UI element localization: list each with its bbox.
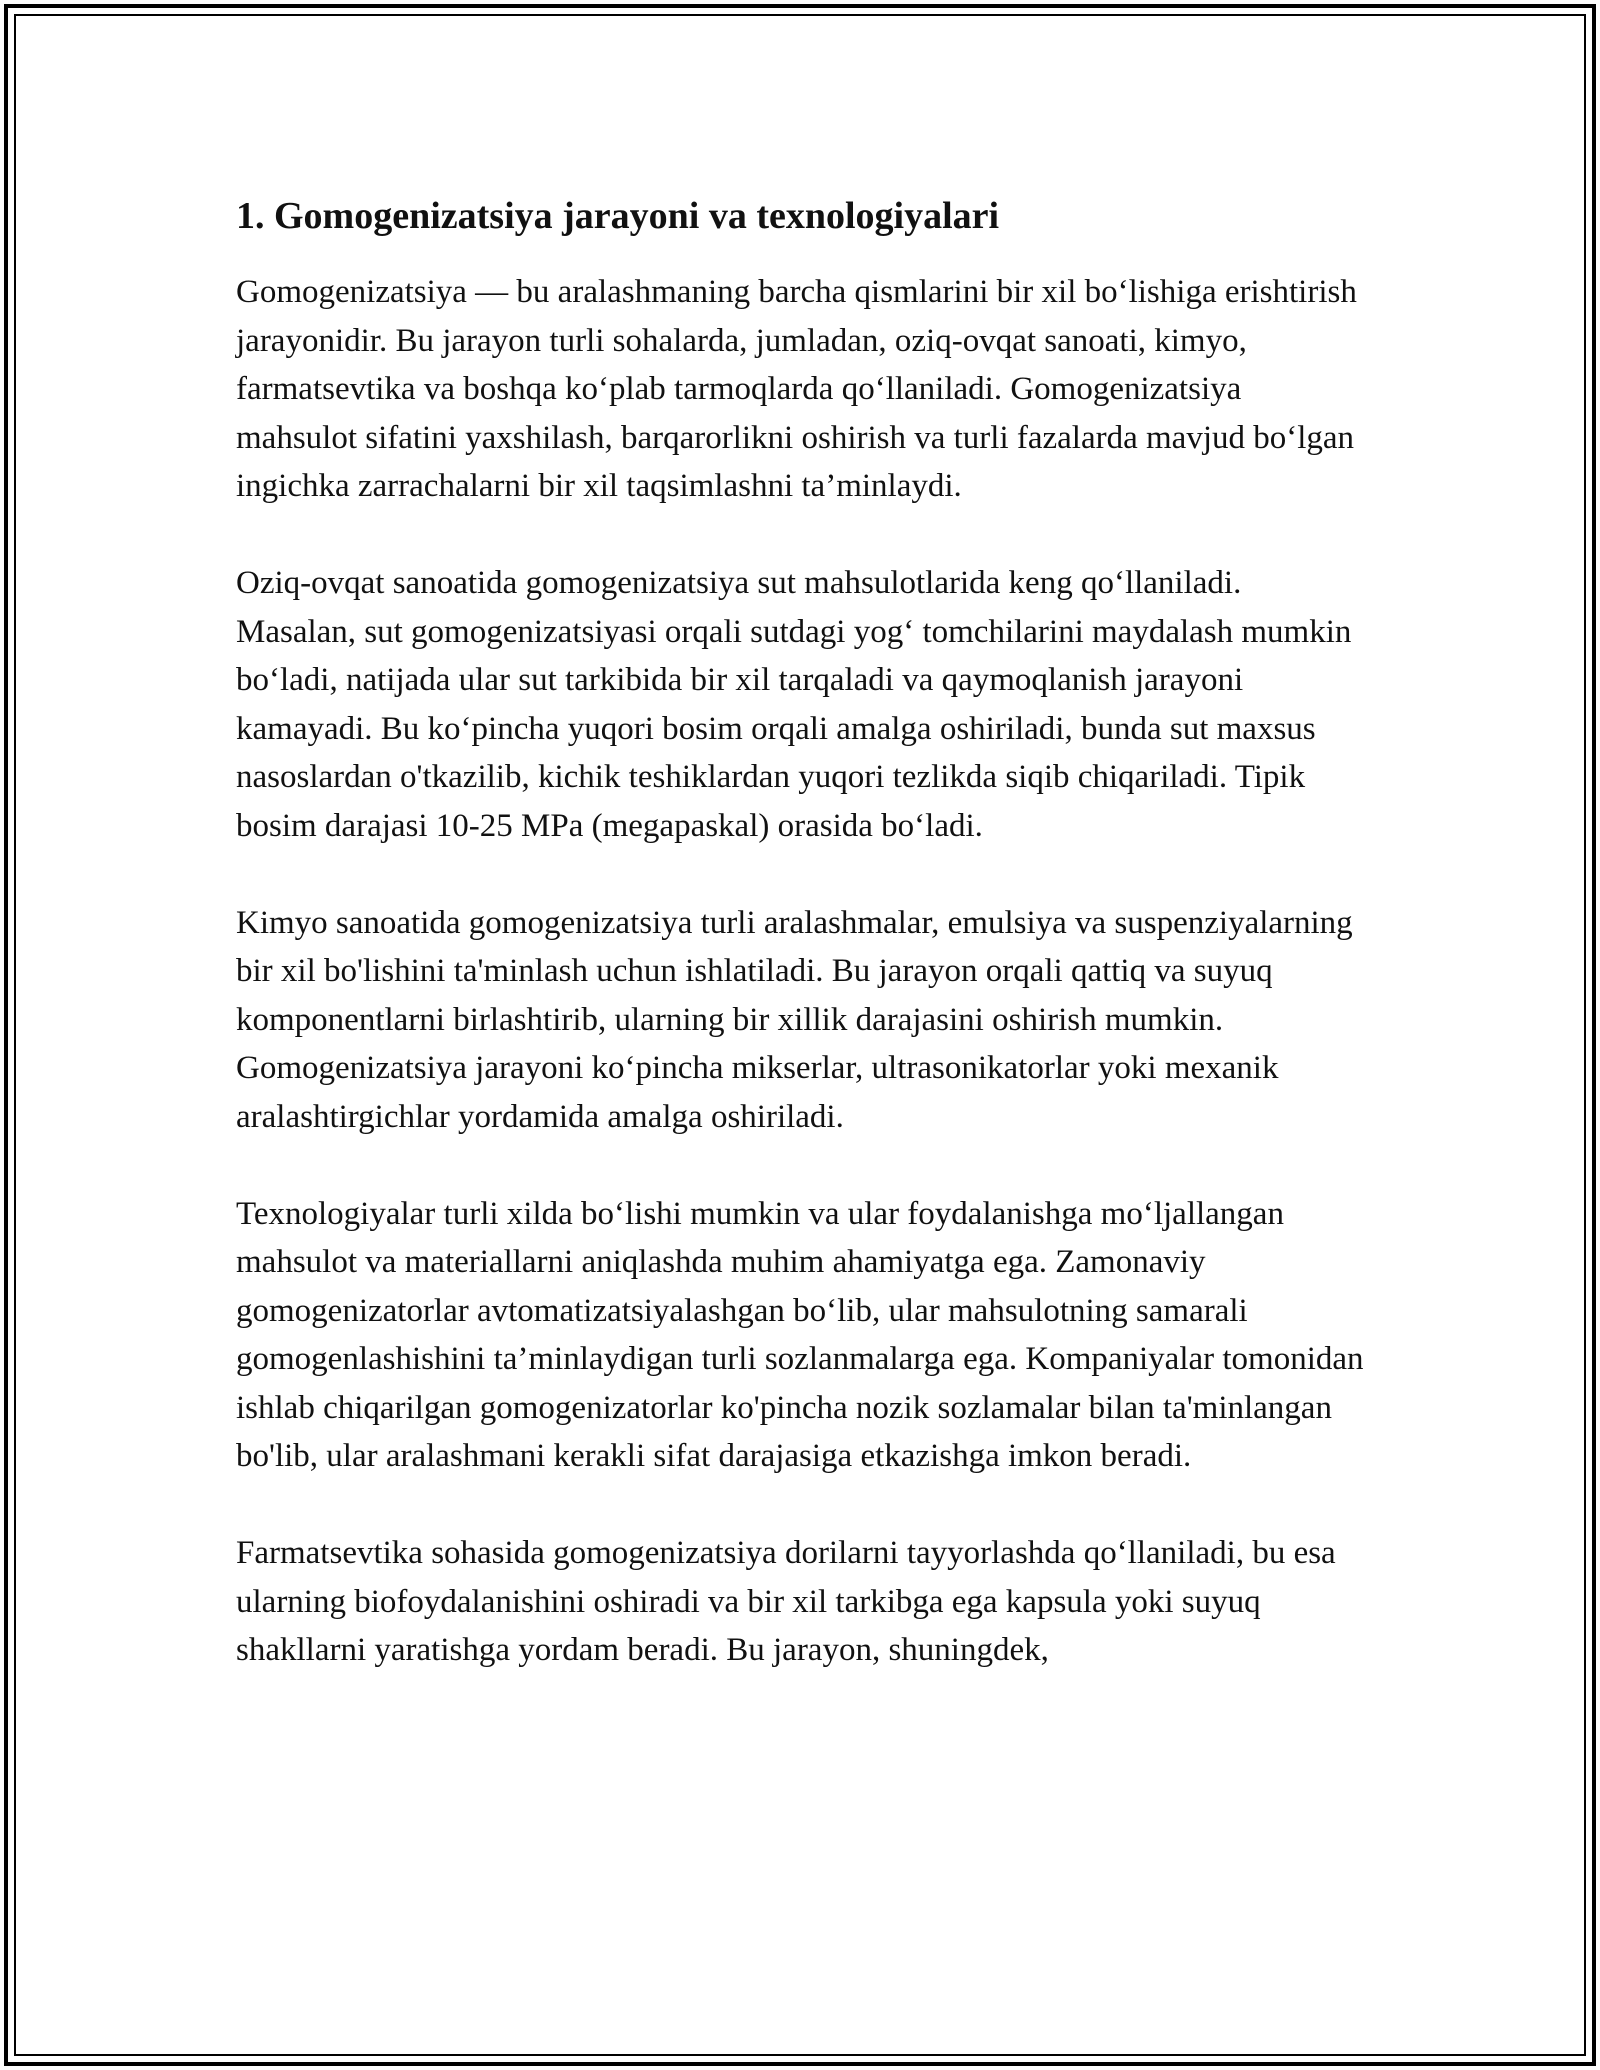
- paragraph-technologies: Texnologiyalar turli xilda bo‘lishi mumkin va ular foydalanishga mo‘ljallangan mahsulot va materiallarni aniqlashda muhim ahamiyatga ega. Zamonaviy gomogenizatorlar avtomatizatsiyalashgan bo‘lib, ular mahsulotning samarali gomogenlashishini ta’minlaydigan turli sozlanmalarga ega. Kompaniyalar tomonidan ishlab chiqarilgan gomogenizatorlar ko'pincha nozik sozlamalar bilan ta'minlangan bo'lib, ular aralashmani kerakli sifat darajasiga etkazishga imkon beradi.: [236, 1195, 1364, 1474]
- paragraph-pharmaceutics: Farmatsevtika sohasida gomogenizatsiya dorilarni tayyorlashda qo‘llaniladi, bu esa ularning biofoydalanishini oshiradi va bir xil tarkibga ega kapsula yoki suyuq shakllarni yaratishga yordam beradi. Bu jarayon, shuningdek,: [236, 1535, 1336, 1668]
- paragraph-chemical-industry: Kimyo sanoatida gomogenizatsiya turli aralashmalar, emulsiya va suspenziyalarning bir xil bo'lishini ta'minlash uchun ishlatiladi. Bu jarayon orqali qattiq va suyuq komponentlarni birlashtirib, ularning bir xillik darajasini oshirish mumkin. Gomogenizatsiya jarayoni ko‘pincha mikserlar, ultrasonikatorlar yoki mexanik aralashtirgichlar yordamida amalga oshiriladi.: [236, 904, 1353, 1135]
- paragraph-intro: Gomogenizatsiya — bu aralashmaning barcha qismlarini bir xil bo‘lishiga erishtirish jarayonidir. Bu jarayon turli sohalarda, jumladan, oziq-ovqat sanoati, kimyo, farmatsevtika va boshqa ko‘plab tarmoqlarda qo‘llaniladi. Gomogenizatsiya mahsulot sifatini yaxshilash, barqarorlikni oshirish va turli fazalarda mavjud bo‘lgan ingichka zarrachalarni bir xil taqsimlashni ta’minlaydi.: [236, 274, 1357, 504]
- document-body: [236, 188, 1366, 1723]
- paragraph-food-industry: Oziq-ovqat sanoatida gomogenizatsiya sut mahsulotlarida keng qo‘llaniladi. Masalan, sut gomogenizatsiyasi orqali sutdagi yog‘ tomchilarini maydalash mumkin bo‘ladi, natijada ular sut tarkibida bir xil tarqaladi va qaymoqlanish jarayoni kamayadi. Bu ko‘pincha yuqori bosim orqali amalga oshiriladi, bunda sut maxsus nasoslardan o'tkazilib, kichik teshiklardan yuqori tezlikda siqib chiqariladi. Tipik bosim darajasi 10-25 MPa (megapaskal) orasida bo‘ladi.: [236, 565, 1352, 844]
- section-heading: 1. Gomogenizatsiya jarayoni va texnologiyalari: [236, 195, 1000, 237]
